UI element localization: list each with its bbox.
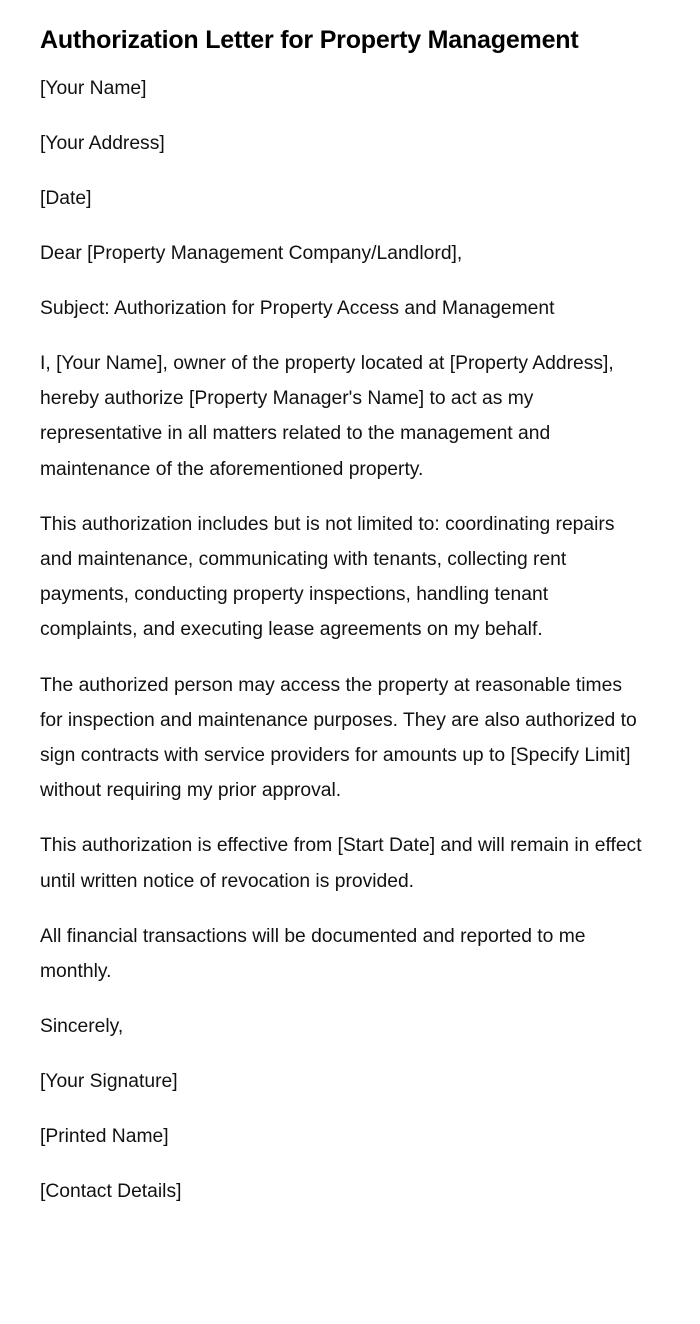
salutation: Dear [Property Management Company/Landlord], bbox=[40, 243, 463, 264]
subject-line: Subject: Authorization for Property Access and Management bbox=[40, 298, 555, 319]
sender-name: [Your Name] bbox=[40, 78, 147, 99]
closing: Sincerely, bbox=[40, 1016, 124, 1038]
printed-name-placeholder: [Printed Name] bbox=[40, 1126, 169, 1148]
body-paragraph-scope: This authorization includes but is not limited to: coordinating repairs and maintenance, communicating with tenants, collecting rent payments, conducting property inspections, handling tenant complaints, and executing lease agreements on my behalf. bbox=[40, 513, 615, 641]
sender-address: [Your Address] bbox=[40, 133, 165, 154]
body-paragraph-access: The authorized person may access the property at reasonable times for inspection and maintenance purposes. They are also authorized to sign contracts with service providers for amounts up to [Specify Limit] without requiring my prior approval. bbox=[40, 674, 637, 802]
signature-placeholder: [Your Signature] bbox=[40, 1071, 178, 1093]
letter-date: [Date] bbox=[40, 188, 92, 209]
body-paragraph-reporting: All financial transactions will be documented and reported to me monthly. bbox=[40, 925, 586, 983]
letter-title: Authorization Letter for Property Management bbox=[40, 26, 579, 54]
contact-details-placeholder: [Contact Details] bbox=[40, 1181, 182, 1203]
body-paragraph-authorization: I, [Your Name], owner of the property located at [Property Address], hereby authorize [Property Manager's Name] to act as my representative in all matters related to the management and maintenance of the aforementioned property. bbox=[40, 353, 614, 480]
body-paragraph-effective-date: This authorization is effective from [Start Date] and will remain in effect until written notice of revocation is provided. bbox=[40, 835, 642, 892]
